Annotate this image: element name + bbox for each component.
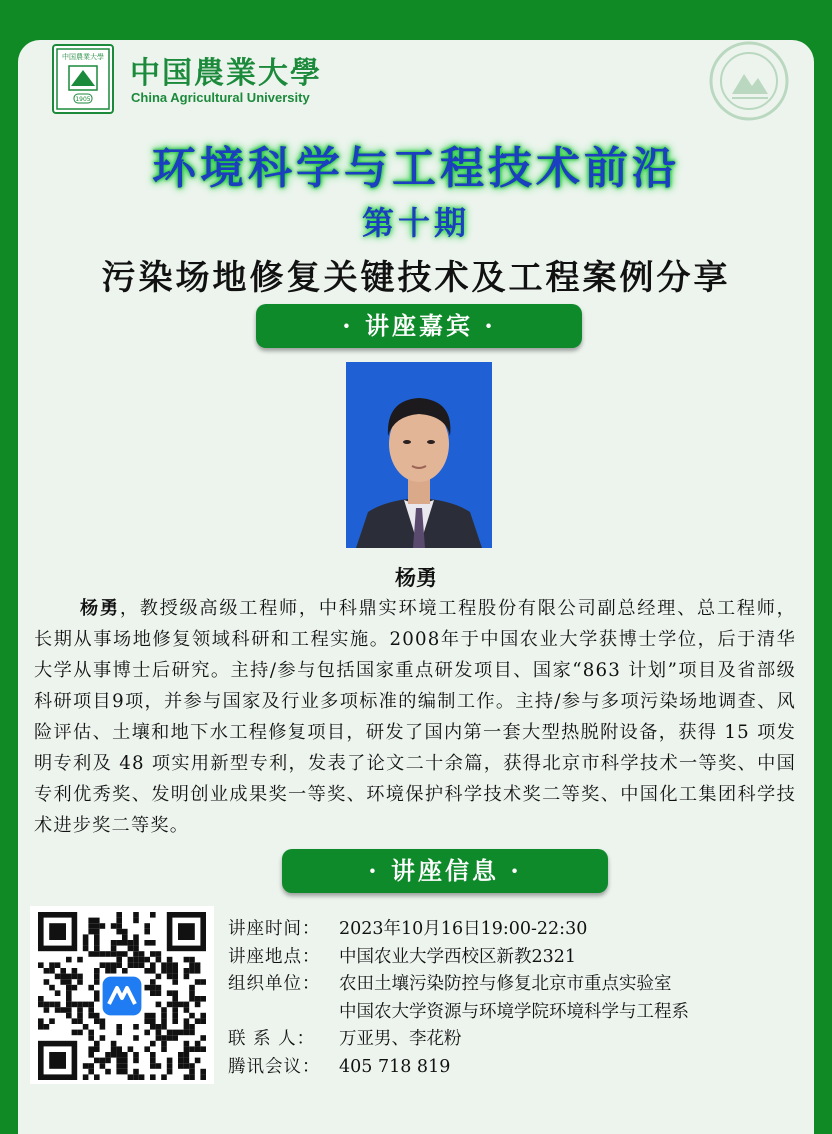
meeting-qr-code[interactable] xyxy=(30,906,214,1084)
info-label: 组织单位： xyxy=(228,974,321,994)
svg-text:中国農業大學: 中国農業大學 xyxy=(62,53,104,61)
info-row-time xyxy=(228,916,798,944)
info-row-organizer-2 xyxy=(228,999,798,1027)
info-value: 农田土壤污染防控与修复北京市重点实验室 xyxy=(339,974,672,994)
info-label: 讲座地点： xyxy=(228,946,321,967)
speaker-bio xyxy=(34,593,796,841)
speaker-photo xyxy=(346,362,492,548)
info-value: 万亚男、李花粉 xyxy=(339,1029,462,1049)
svg-text:1905: 1905 xyxy=(75,96,91,103)
info-label: 联 系 人： xyxy=(228,1029,316,1049)
bio-text: ，教授级高级工程师，中科鼎实环境工程股份有限公司副总经理、总工程师，长期从事场地修复领域科研和工程实施。2008年于中国农业大学获博士学位，后于清华大学从事博士后研究。主持/参与包括国家重点研发项目、国家“863 计划”项目及省部级科研项目9项，并参与国家及行业多项标准的编制工作。主持/参与多项污染场地调查、风险评估、土壤和地下水工程修复项目，研发了国内第一套大型热脱附设备，获得 15 项发明专利及 48 项实用新型专利，发表了论文二十余篇，获得北京市科学技术一等奖、中国专利优秀奖、发明创业成果奖一等奖、环境保护科学技术奖二等奖、中国化工集团科学技术进步奖二等奖。 xyxy=(34,598,796,836)
university-seal-icon xyxy=(52,44,114,114)
info-row-tencent-meeting xyxy=(228,1054,798,1082)
info-row-organizer xyxy=(228,971,798,999)
info-value: 中国农业大学西校区新教2321 xyxy=(339,946,577,967)
bio-speaker-name: 杨勇 xyxy=(80,598,120,619)
info-row-location xyxy=(228,944,798,972)
poster-title: 环境科学与工程技术前沿 xyxy=(152,143,680,194)
lecture-info xyxy=(228,916,798,1081)
info-label: 腾讯会议： xyxy=(228,1056,321,1077)
info-value: 中国农大学资源与环境学院环境科学与工程系 xyxy=(339,1001,689,1022)
info-label xyxy=(228,999,339,1027)
info-value: 405 718 819 xyxy=(339,1056,451,1077)
info-label: 讲座时间： xyxy=(228,919,321,939)
issue-number: 第十期 xyxy=(361,204,470,242)
department-seal-icon xyxy=(708,40,790,122)
info-row-contact xyxy=(228,1026,798,1054)
speaker-name: 杨勇 xyxy=(395,566,437,590)
info-value: 2023年10月16日19:00-22:30 xyxy=(339,919,588,939)
info-section-banner: · 讲座信息 · xyxy=(282,849,608,893)
guest-section-banner: · 讲座嘉宾 · xyxy=(256,304,582,348)
university-name-cn: 中国農業大學 xyxy=(130,56,322,91)
lecture-subtitle: 污染场地修复关键技术及工程案例分享 xyxy=(101,258,731,298)
university-name-en: China Agricultural University xyxy=(131,90,310,105)
